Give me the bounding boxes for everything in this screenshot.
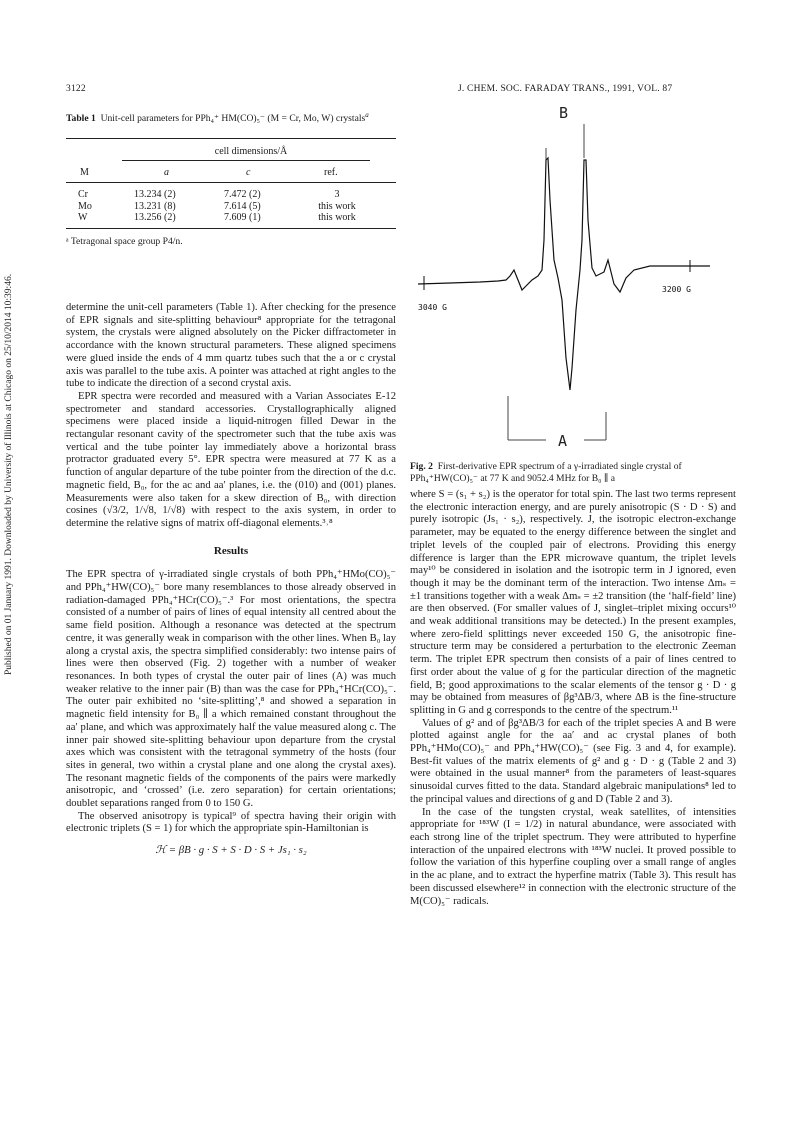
field-label-low: 3040 G [418,303,447,312]
table-cell: 7.609 (1) [224,212,261,224]
left-paragraph-1: determine the unit-cell parameters (Table 1). After checking for the presence of EPR signals and site-splitting behaviour⁸ appropriate for the tetragonal system, the crystals were aligned absolutely on the Picker diffractometer in accordance with the known structural parameters. These aligned specimens were glued inside the ends of 4 mm quartz tubes such that the a or c crystal axis was parallel to the tube axis. A pointer was attached at right angles to the tube to indicate the direction of a second crystal axis. [66,302,396,390]
table-cell: Mo [78,200,92,212]
epr-trace [418,158,710,390]
table1-col-ref: ref. [324,167,338,178]
peak-label-a: A [558,432,568,450]
table1-col-c: c [246,167,251,178]
right-paragraph-3: In the case of the tungsten crystal, weak satellites, of intensities appropriate for ¹⁸³W (I = 1/2) in natural abundance, were associated with each strong line of the triplet spectrum. They were attributed to hyperfine interaction of the unpaired electrons with ¹⁸³W nuclei. It proved possible to follow the variation of this hyperfine coupling over a small range of angles in the ac plane, and to extract the hyperfine matrix (Table 3). This result has been discussed elsewhere¹² in connection with the electronic structure of the M(CO)₅⁻ radicals. [410,806,736,907]
spin-hamiltonian-equation: ℋ = βB · g · S + S · D · S + Js₁ · s₂ [155,844,307,857]
right-paragraph-1: where S = (s₁ + s₂) is the operator for total spin. The last two terms represent the electronic interaction energy, and are purely anisotropic (S · D · S) and purely isotropic (Js₁ · s₂), respectively. J, the isotropic electron-exchange parameter, may be equated to the energy difference between the singlet and triplet levels of the coupled pair of electrons. Providing this energy difference is larger than the EPR microwave quantum, the triplet levels may¹⁰ be considered in isolation and the isotropic term in J ignored, even though it may be the dominant term of the interaction. Two intense Δmₛ = ±1 transitions together with a weak Δmₛ = ±2 transition (the ‘half-field’ line) are then observed. (For smaller values of J, singlet–triplet mixing occurs¹⁰ and weak additional transitions may be detected.) In the present examples, where zero-field splittings never exceeded 150 G, the anisotropic fine-structure term may be considered a perturbation to the electronic Zeeman term. The triplet EPR spectrum then consists of a pair of lines centred to first order about the value of g for the particular direction of the magnetic field, B; good approximations to the scalar elements of the tensor g · D · g may be obtained from measures of βg³ΔB/3, where ΔB is the fine-structure splitting in G and g corresponds to the centre of the spectrum.¹¹ [410,489,736,716]
table-cell: 13.256 (2) [134,212,176,224]
results-heading: Results [213,544,249,557]
table-cell: 13.234 (2) [134,189,176,200]
table1-group-header: cell dimensions/Å [214,146,288,157]
table1-caption-text: Unit-cell parameters for PPh₄⁺ HM(CO)₅⁻ (M = Cr, Mo, W) crystals [100,113,366,125]
table1-body [66,189,396,225]
left-paragraph-3: The EPR spectra of γ-irradiated single crystals of both PPh₄⁺HMo(CO)₅⁻ and PPh₄⁺HW(CO)₅⁻ bore many resemblances to those already observed in radiation-damaged PPh₄⁺HCr(CO)₅⁻.³ For most orientations, the spectra consisted of a number of pairs of lines of equal intensity all centred about the same field position. Although a resonance was detected at the spectrum centre, it was generally weak in comparison with the other lines. When B₀ lay along a crystal axis, the spectra simplified considerably: two intense pairs of lines were then observed (Fig. 2) together with a number of weaker resonances. In both types of crystal the outer pair of lines (A) was much weaker relative to the inner pair (B) than was the case for PPh₄⁺HCr(CO)₅⁻. The outer pair exhibited no ‘site-splitting’,⁸ and showed a separation in magnetic field intensity for B₀ ∥ a which remained constant throughout the aa′ plane, and which was approximately half the value measured along c. The inner pair showed site-splitting behaviour upon departure from the crystal axes which was consistent with the tetragonal symmetry of the hosts (four sites in general, two within a crystal plane and one along the crystal axes). The resonant magnetic fields of the components of the pairs were markedly anisotropic, and ‘crossed’ (i.e. zero separation) for certain orientations; doublet separations ranged from 0 to 150 G. [66,569,396,810]
table1-note-mark: a [365,111,369,119]
table1-caption [66,110,396,125]
right-paragraph-2: Values of g² and of βg³ΔB/3 for each of the triplet species A and B were plotted against angle for the aa′ and ac crystal planes of both PPh₄⁺HMo(CO)₅⁻ and PPh₄⁺HW(CO)₅⁻ (see Fig. 3 and 4, for example). Best-fit values of the matrix elements of g² and g · D · g (Table 2 and 3) were obtained in the usual manner⁸ from the parameters of least-squares sinusoidal curves fitted to the data. Standard algebraic manipulations⁸ led to the principal values and directions of g and D (Table 2 and 3). [410,717,736,805]
table1-rule-bottom [66,228,396,229]
table1-rule-group [122,160,370,161]
table-cell: Cr [78,189,88,200]
figure-2 [410,100,726,460]
table1-rule-top [66,138,396,139]
table-cell: W [78,212,88,224]
left-paragraph-2: EPR spectra were recorded and measured with a Varian Associates E-12 spectrometer and standard accessories. Crystallographically aligned specimens were placed inside a liquid-nitrogen filled Dewar in the rectangular resonant cavity of the spectrometer such that the tube axis was vertical and the tube pointer lay immediately above a horizontal brass protractor graduated every 5°. EPR spectra were measured at 77 K as a function of angular departure of the tube pointer from the direction of the d.c. magnetic field, B₀, for the ac and aa′ planes, i.e. the (010) and (001) planes. Measurements were also taken for a skew direction of B₀, with direction cosines (√3/2, 1/√8, 1/√8) with respect to the axis system, in order to determine the relative signs of matrix off-diagonal elements.³˒⁸ [66,390,396,529]
left-column [66,302,396,857]
table-cell: 3 [334,189,340,200]
table-cell: 13.231 (8) [134,200,176,212]
figure2-caption-text: First-derivative EPR spectrum of a γ-irradiated single crystal of PPh₄⁺HW(CO)₅⁻ at 77 K and 9052.4 MHz for B₀ ∥ a [410,461,682,484]
left-paragraph-4: The observed anisotropy is typical⁹ of spectra having their origin with electronic triplets (S = 1) for which the appropriate spin-Hamiltonian is [66,810,396,835]
figure2-caption [410,461,736,484]
table-cell: this work [318,200,356,212]
page-number: 3122 [66,84,86,94]
table1-col-m: M [80,167,89,178]
table1-col-a: a [164,167,169,178]
table-cell: this work [318,212,356,224]
download-note: Published on 01 January 1991. Downloaded by University of Illinois at Chicago on 25/10/2014 10:39:46. [4,273,14,675]
journal-header: J. CHEM. SOC. FARADAY TRANS., 1991, VOL. 87 [458,84,673,94]
table1-caption-label: Table 1 [66,113,96,125]
table-cell: 7.614 (5) [224,200,261,212]
field-label-high: 3200 G [662,285,691,294]
figure2-caption-label: Fig. 2 [410,461,433,472]
table-cell: 7.472 (2) [224,189,261,200]
table1-rule-mid [66,182,396,183]
table1-footnote: ᵃ Tetragonal space group P4/n. [66,236,183,247]
epr-spectrum-plot [410,100,726,460]
peak-label-b: B [559,104,569,122]
right-column [410,489,736,908]
